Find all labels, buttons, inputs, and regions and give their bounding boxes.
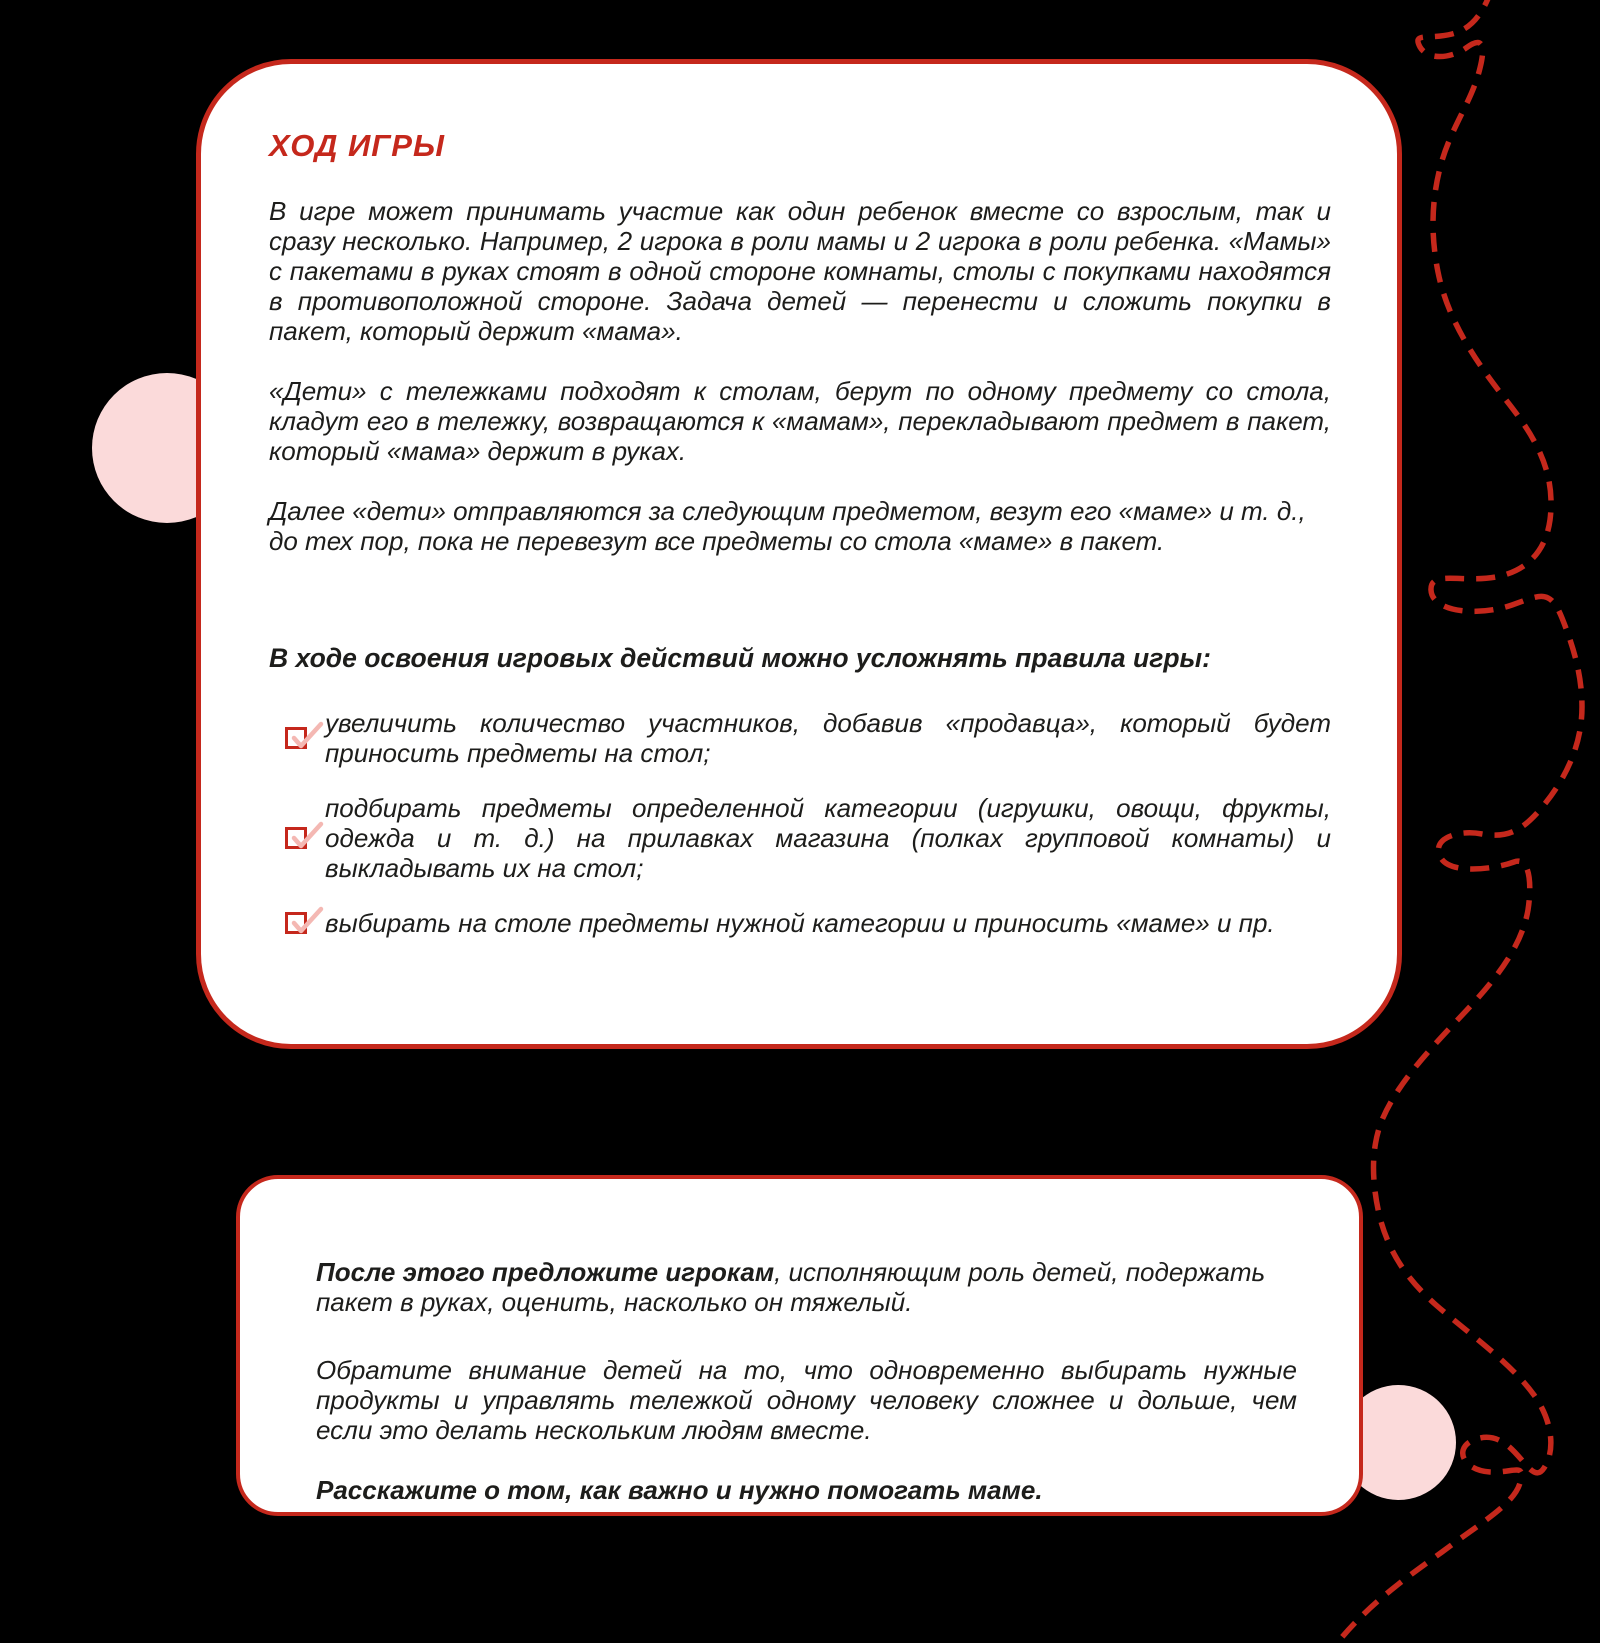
- paragraph-offer-players: [316, 1257, 1297, 1317]
- card-game-flow: [196, 59, 1402, 1049]
- checkbox-icon: [285, 827, 307, 849]
- paragraph-repeat: Далее «дети» отправляются за следующим предметом, везут его «маме» и т. д., до тех пор, пока не перевезут все предметы со стола «маме» в пакет.: [269, 496, 1306, 556]
- rules-checklist: [269, 708, 1331, 938]
- checklist-item-label: подбирать предметы определенной категории (игрушки, овощи, фрукты, одежда и т. д.) на прилавках магазина (полках групповой комнаты) и выкладывать их на стол;: [325, 793, 1331, 883]
- rules-heading: В ходе освоения игровых действий можно усложнять правила игры:: [269, 643, 1212, 673]
- checkbox-icon: [285, 912, 307, 934]
- checklist-item: [269, 793, 1331, 883]
- checklist-item: [269, 908, 1331, 938]
- checkmark-icon: [294, 724, 321, 746]
- checklist-item-label: выбирать на столе предметы нужной категории и приносить «маме» и пр.: [325, 908, 1275, 938]
- paragraph-game-setup: В игре может принимать участие как один ребенок вместе со взрослым, так и сразу несколько. Например, 2 игрока в роли мамы и 2 игрока в роли ребенка. «Мамы» с пакетами в руках стоят в одной стороне комнаты, столы с покупками находятся в противоположной стороне. Задача детей — перенести и сложить покупки в пакет, который держит «мама».: [269, 196, 1331, 346]
- checklist-item: [269, 708, 1331, 768]
- paragraph-help-mom: Расскажите о том, как важно и нужно помогать маме.: [316, 1475, 1043, 1505]
- section-title: ХОД ИГРЫ: [269, 128, 445, 163]
- paragraph-offer-players-lead: После этого предложите игрокам: [316, 1257, 775, 1287]
- card-advice: [236, 1175, 1363, 1516]
- checklist-item-label: увеличить количество участников, добавив «продавца», который будет приносить предметы на стол;: [325, 708, 1331, 768]
- paragraph-attention: Обратите внимание детей на то, что одновременно выбирать нужные продукты и управлять тележкой одному человеку сложнее и дольше, чем если это делать нескольким людям вместе.: [316, 1355, 1297, 1445]
- paragraph-children-actions: «Дети» с тележками подходят к столам, берут по одному предмету со стола, кладут его в тележку, возвращаются к «мамам», перекладывают предмет в пакет, который «мама» держит в руках.: [269, 376, 1331, 466]
- checkmark-icon: [294, 909, 321, 931]
- checkbox-icon: [285, 727, 307, 749]
- paragraph-offer-players-rest: , исполняющим роль детей, подержать пакет в руках, оценить, насколько он тяжелый.: [316, 1257, 1266, 1317]
- checkmark-icon: [294, 824, 321, 846]
